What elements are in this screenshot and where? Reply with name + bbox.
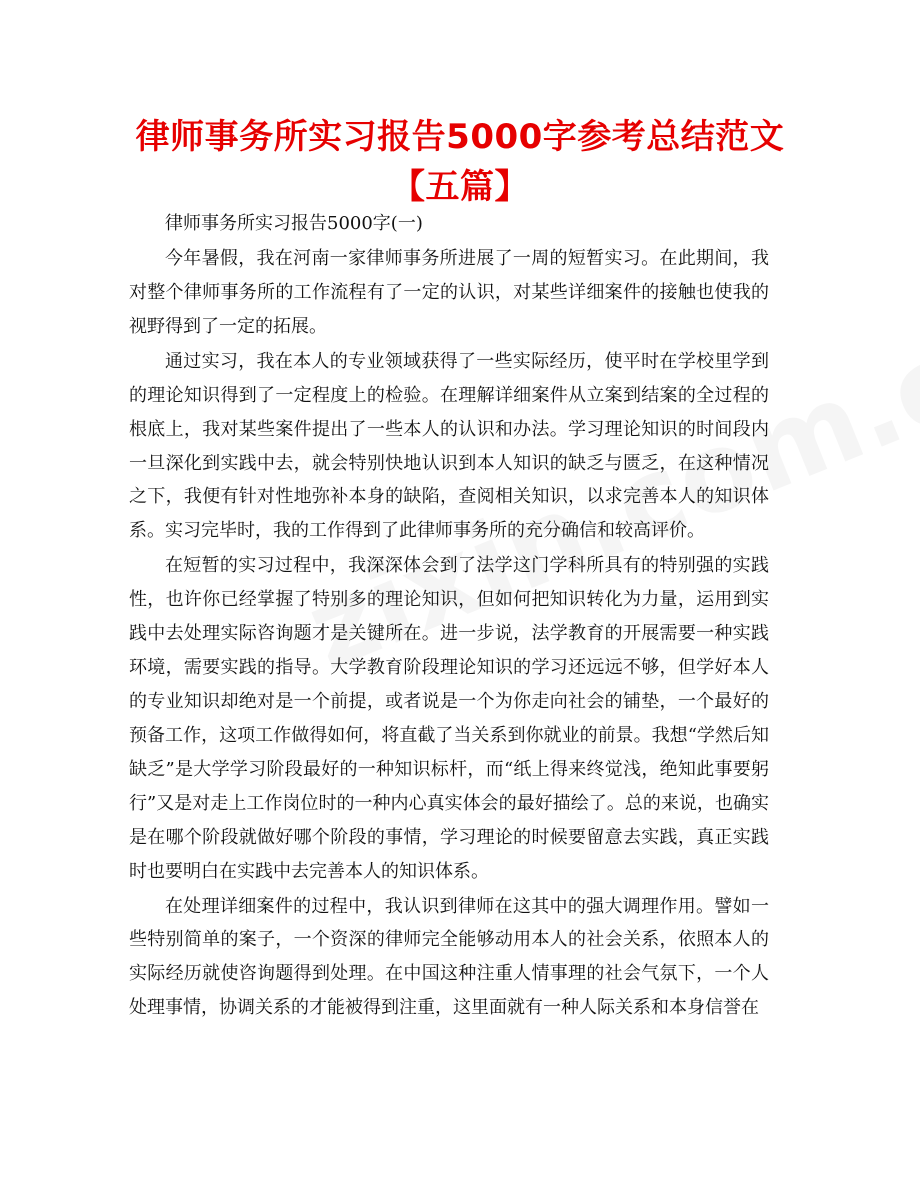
document-title: 律师事务所实习报告5000字参考总结范文【五篇】 bbox=[135, 117, 785, 207]
paragraph-2: 通过实习，我在本人的专业领域获得了一些实际经历，使平时在学校里学到的理论知识得到了一定程度上的检验。在理解详细案件从立案到结案的全过程的根底上，我对某些案件提出了一些本人的认识和办法。学习理论知识的时间段内一旦深化到实践中去，就会特别快地认识到本人知识的缺乏与匮乏，在这种情况之下，我便有针对性地弥补本身的缺陷，查阅相关知识，以求完善本人的知识体系。实习完毕时，我的工作得到了此律师事务所的充分确信和较高评价。 bbox=[129, 350, 769, 542]
paragraph-4: 在处理详细案件的过程中，我认识到律师在这其中的强大调理作用。譬如一些特别简单的案子，一个资深的律师完全能够动用本人的社会关系，依照本人的实际经历就使咨询题得到处理。在中国这种注重人情事理的社会气氛下，一个人处理事情，协调关系的才能被得到注重，这里面就有一种人际关系和本身信誉在 bbox=[129, 895, 769, 1019]
paragraph-3: 在短暂的实习过程中，我深深体会到了法学这门学科所具有的特别强的实践性，也许你已经掌握了特别多的理论知识，但如何把知识转化为力量，运用到实践中去处理实际咨询题才是关键所在。进一步说，法学教育的开展需要一种实践环境，需要实践的指导。大学教育阶段理论知识的学习还远远不够，但学好本人的专业知识却绝对是一个前提，或者说是一个为你走向社会的铺垫，一个最好的预备工作，这项工作做得如何，将直截了当关系到你就业的前景。我想“学然后知缺乏”是大学学习阶段最好的一种知识标杆，而“纸上得来终觉浅，绝知此事要躬行”又是对走上工作岗位时的一种内心真实体会的最好描绘了。总的来说，也确实是在哪个阶段就做好哪个阶段的事情，学习理论的时候要留意去实践，真正实践时也要明白在实践中去完善本人的知识体系。 bbox=[129, 555, 769, 882]
section-subheading: 律师事务所实习报告5000字(一) bbox=[165, 213, 423, 234]
document-body bbox=[129, 207, 769, 1026]
paragraph-1: 今年暑假，我在河南一家律师事务所进展了一周的短暂实习。在此期间，我对整个律师事务所的工作流程有了一定的认识，对某些详细案件的接触也使我的视野得到了一定的拓展。 bbox=[129, 248, 769, 337]
